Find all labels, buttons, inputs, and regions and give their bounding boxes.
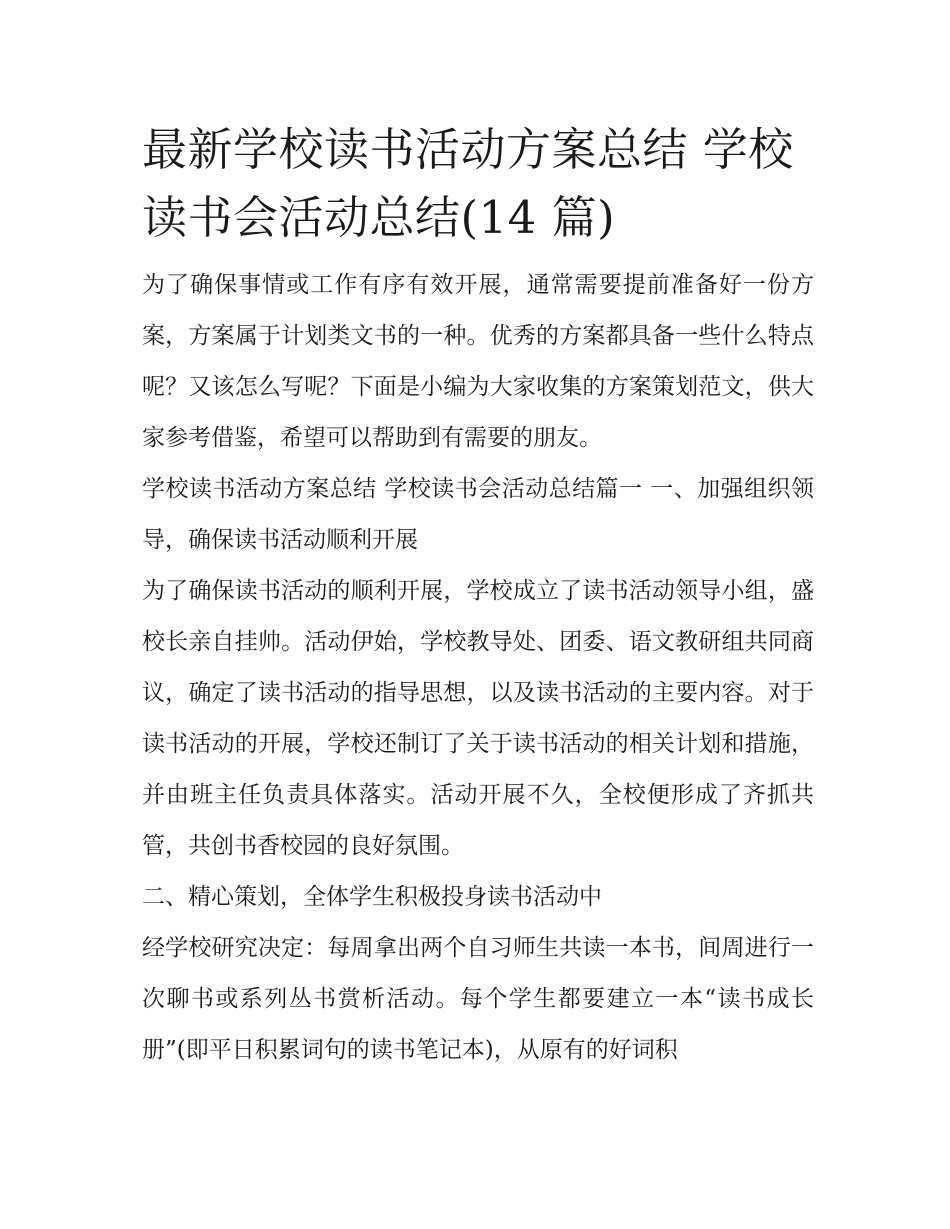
document-page <box>142 116 814 1076</box>
document-body <box>142 260 814 1076</box>
document-title: 最新学校读书活动方案总结 学校读书会活动总结(14 篇) <box>142 123 794 244</box>
intro-paragraph: 为了确保事情或工作有序有效开展，通常需要提前准备好一份方案，方案属于计划类文书的一种。优秀的方案都具备一些什么特点呢？又该怎么写呢？下面是小编为大家收集的方案策划范文，供大家参考借鉴，希望可以帮助到有需要的朋友。 <box>142 272 814 451</box>
section-2-paragraph: 经学校研究决定：每周拿出两个自习师生共读一本书，间周进行一次聊书或系列丛书赏析活动。每个学生都要建立一本“读书成长册”(即平日积累词句的读书笔记本)，从原有的好词积 <box>142 935 814 1063</box>
section-heading-2: 二、精心策划，全体学生积极投身读书活动中 <box>142 884 602 910</box>
section-1-paragraph: 为了确保读书活动的顺利开展，学校成立了读书活动领导小组，盛校长亲自挂帅。活动伊始，学校教导处、团委、语文教研组共同商议，确定了读书活动的指导思想，以及读书活动的主要内容。对于读书活动的开展，学校还制订了关于读书活动的相关计划和措施，并由班主任负责具体落实。活动开展不久，全校便形成了齐抓共管，共创书香校园的良好氛围。 <box>142 578 814 859</box>
section-heading-1: 学校读书活动方案总结 学校读书会活动总结篇一 一、加强组织领导，确保读书活动顺利开展 <box>142 476 814 553</box>
